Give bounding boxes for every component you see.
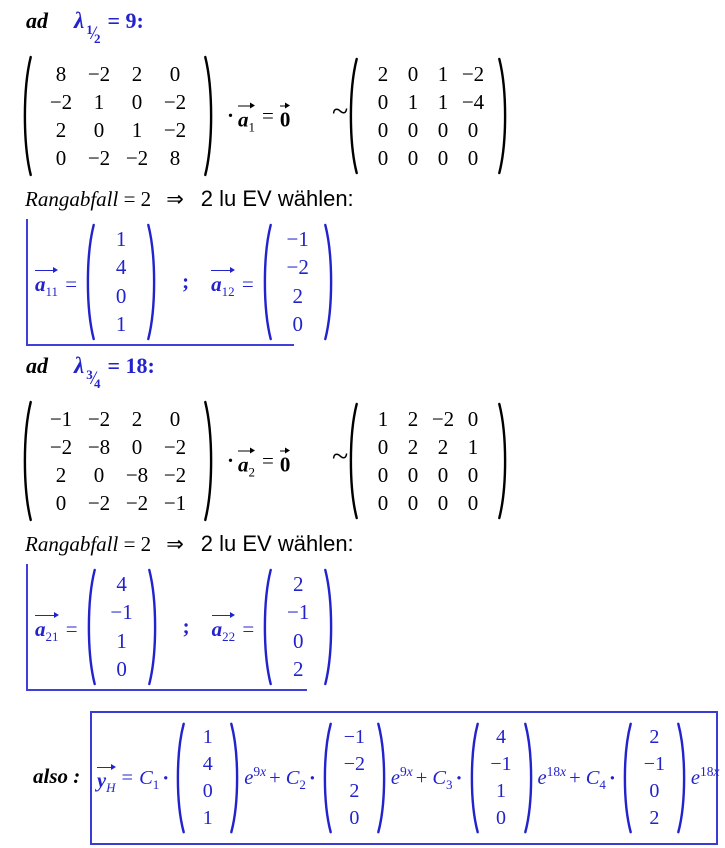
right-paren-icon bbox=[376, 720, 389, 836]
lambda-symbol: λ bbox=[74, 8, 85, 33]
solution-vector-2 bbox=[320, 720, 389, 836]
matrix-grid bbox=[359, 400, 497, 522]
matrix-cell: −1 bbox=[490, 753, 512, 775]
heading-lambda-9 bbox=[26, 8, 144, 46]
left-paren-icon bbox=[20, 53, 33, 179]
matrix-cell: 0 bbox=[116, 657, 127, 681]
matrix-cell: 2 bbox=[649, 807, 660, 829]
matrix-cell: 0 bbox=[292, 628, 304, 653]
semicolon-separator: ; bbox=[182, 269, 190, 293]
matrix-cell: 0 bbox=[467, 463, 479, 487]
matrix-cell: 0 bbox=[93, 463, 105, 487]
matrix-cell: 0 bbox=[407, 463, 419, 487]
matrix-cell: 2 bbox=[292, 283, 303, 308]
matrix-cell: 0 bbox=[55, 491, 67, 515]
matrix-cell: 0 bbox=[377, 463, 389, 487]
zero-vector: 0 bbox=[279, 447, 293, 476]
matrix-cell: −2 bbox=[87, 407, 111, 431]
implies-arrow: ⇒ bbox=[166, 532, 184, 556]
matrix-cell: 4 bbox=[116, 571, 127, 596]
matrix-cell: 1 bbox=[437, 90, 449, 114]
matrix-cell: 0 bbox=[467, 491, 479, 515]
matrix-cell: 1 bbox=[115, 226, 127, 251]
matrix-cell: 0 bbox=[437, 118, 449, 142]
matrix-cell: 0 bbox=[407, 118, 419, 142]
vector-a2: $a_2$ bbox=[237, 447, 257, 476]
right-paren-icon bbox=[203, 53, 216, 179]
matrix-cell: 4 bbox=[115, 255, 127, 279]
vector-arrow-icon bbox=[211, 267, 235, 274]
dot-operator: · bbox=[608, 765, 616, 790]
matrix-grid bbox=[33, 53, 203, 179]
matrix-cell: 1 bbox=[93, 90, 105, 114]
left-paren-icon bbox=[173, 720, 186, 836]
matrix-cell: 0 bbox=[467, 407, 479, 431]
exponential-factor: $e^{9x}$ bbox=[244, 763, 267, 789]
matrix-cell: −1 bbox=[343, 726, 366, 748]
matrix-cell: −2 bbox=[163, 118, 187, 142]
vector-grid bbox=[273, 566, 323, 688]
lambda-index-fraction: 3 / 4 bbox=[86, 367, 101, 391]
semicolon-separator: ; bbox=[182, 614, 190, 638]
ad-label: ad bbox=[26, 8, 48, 33]
times-vector-equals-zero: · $a_2$ = 0 bbox=[227, 448, 291, 480]
eigenvector-a11 bbox=[83, 221, 159, 343]
matrix-cell: 1 bbox=[377, 407, 389, 431]
left-paren-icon bbox=[83, 221, 96, 343]
matrix-cell: 1 bbox=[202, 807, 213, 829]
dot-operator: · bbox=[227, 103, 235, 128]
row-reduced-matrix bbox=[346, 400, 510, 522]
matrix-cell: 0 bbox=[115, 283, 127, 308]
matrix-grid bbox=[33, 398, 203, 524]
eigenvalue-value: = 18: bbox=[107, 353, 155, 378]
matrix-cell: 2 bbox=[407, 407, 419, 431]
matrix-cell: −2 bbox=[343, 753, 366, 775]
matrix-cell: −8 bbox=[125, 463, 149, 487]
matrix-cell: 0 bbox=[377, 118, 389, 142]
matrix-cell: 0 bbox=[169, 407, 181, 431]
matrix-cell: 0 bbox=[437, 463, 449, 487]
left-paren-icon bbox=[260, 566, 273, 688]
matrix-cell: 0 bbox=[377, 90, 389, 114]
vector-grid bbox=[480, 720, 523, 836]
eigenvector-result-block bbox=[26, 564, 310, 691]
solution-vector-3 bbox=[467, 720, 536, 836]
eigen-equation-row bbox=[20, 398, 720, 524]
left-paren-icon bbox=[620, 720, 633, 836]
matrix-cell: 2 bbox=[131, 62, 143, 86]
left-paren-icon bbox=[260, 221, 273, 343]
left-paren-icon bbox=[84, 566, 97, 688]
matrix-cell: 1 bbox=[407, 90, 419, 114]
vector-grid bbox=[186, 720, 229, 836]
right-paren-icon bbox=[497, 400, 510, 522]
matrix-cell: −4 bbox=[461, 90, 485, 114]
matrix-cell: −2 bbox=[87, 62, 111, 86]
zero-vector: 0 bbox=[279, 102, 293, 131]
right-paren-icon bbox=[147, 566, 160, 688]
matrix-cell: 0 bbox=[55, 146, 67, 170]
dot-operator: · bbox=[162, 765, 170, 790]
matrix-cell: 8 bbox=[169, 146, 181, 170]
left-paren-icon bbox=[320, 720, 333, 836]
right-paren-icon bbox=[676, 720, 689, 836]
left-paren-icon bbox=[346, 55, 359, 177]
matrix-cell: 2 bbox=[377, 62, 389, 86]
matrix-cell: 0 bbox=[467, 146, 479, 170]
right-paren-icon bbox=[523, 720, 536, 836]
row-reduced-matrix bbox=[346, 55, 510, 177]
solution-lhs: $y_H$ bbox=[96, 763, 118, 793]
matrix-cell: 0 bbox=[407, 62, 419, 86]
vector-grid bbox=[273, 221, 323, 343]
vector-arrow-icon bbox=[35, 612, 59, 619]
matrix-cell: 2 bbox=[437, 435, 449, 459]
matrix-cell: 4 bbox=[496, 726, 507, 748]
right-paren-icon bbox=[203, 398, 216, 524]
vector-arrow-icon bbox=[238, 103, 255, 110]
matrix-cell: 0 bbox=[437, 146, 449, 170]
vector-a1: $a_1$ bbox=[237, 102, 257, 131]
times-vector-equals-zero: · $a_1$ = 0 bbox=[227, 103, 291, 135]
matrix-cell: −1 bbox=[163, 491, 187, 515]
rank-deficiency-line: Rangabfall = 2 ⇒ 2 lu EV wählen: bbox=[25, 531, 354, 556]
matrix-cell: 4 bbox=[202, 753, 213, 775]
matrix-cell: −8 bbox=[87, 435, 111, 459]
eigenvector-label-a12: $a_{12}$ = bbox=[210, 266, 254, 297]
eigenvector-label-a21: $a_{21}$ = bbox=[34, 611, 78, 642]
lambda-symbol: λ bbox=[74, 353, 85, 378]
matrix-cell: 1 bbox=[116, 628, 127, 653]
matrix-cell: −1 bbox=[643, 753, 666, 775]
matrix-cell: −2 bbox=[163, 90, 187, 114]
matrix-cell: 0 bbox=[377, 146, 389, 170]
eigen-equation-row bbox=[20, 53, 720, 179]
vector-arrow-icon bbox=[212, 612, 236, 619]
left-paren-icon bbox=[20, 398, 33, 524]
matrix-a-minus-lambda-i bbox=[20, 53, 216, 179]
right-paren-icon bbox=[323, 566, 336, 688]
row-equivalence-tilde: ~ bbox=[332, 94, 349, 128]
vector-grid bbox=[96, 221, 146, 343]
matrix-cell: −2 bbox=[49, 435, 73, 459]
matrix-cell: 0 bbox=[467, 118, 479, 142]
matrix-cell: 0 bbox=[377, 491, 389, 515]
eigenvalue-value: = 9: bbox=[107, 8, 144, 33]
eigenvector-a21 bbox=[84, 566, 160, 688]
matrix-cell: 0 bbox=[292, 312, 303, 336]
matrix-cell: −2 bbox=[125, 146, 149, 170]
matrix-cell: −2 bbox=[163, 435, 187, 459]
solution-vector-4 bbox=[620, 720, 689, 836]
eigenvector-a22 bbox=[260, 566, 336, 688]
eigenvector-label-a22: $a_{22}$ = bbox=[211, 611, 255, 642]
matrix-a-minus-lambda-i bbox=[20, 398, 216, 524]
coefficient-c3: $C_3$ bbox=[432, 766, 453, 792]
matrix-cell: 0 bbox=[131, 90, 143, 114]
matrix-cell: 0 bbox=[202, 780, 213, 802]
general-solution-box: $y_H$ = $C_1$ · 1 4 0 1 $e^{9x}$ + $C_2$ · −1 −2 2 0 $e^{9x}$ + $C_3$ · 4 −1 1 0 $e^{18x}$ + $C_4$ · 2 −1 0 2 $e^{18x}$ bbox=[90, 711, 718, 845]
matrix-cell: −2 bbox=[125, 491, 149, 515]
coefficient-c2: $C_2$ bbox=[285, 766, 306, 792]
matrix-cell: −2 bbox=[87, 146, 111, 170]
left-paren-icon bbox=[467, 720, 480, 836]
matrix-cell: −2 bbox=[431, 407, 455, 431]
vector-grid bbox=[633, 720, 676, 836]
matrix-cell: 0 bbox=[349, 807, 360, 829]
ad-label: ad bbox=[26, 353, 48, 378]
row-equivalence-tilde: ~ bbox=[332, 439, 349, 473]
matrix-cell: 0 bbox=[407, 491, 419, 515]
vector-arrow-icon bbox=[35, 267, 58, 274]
section-lambda-9 bbox=[0, 0, 725, 345]
matrix-cell: −2 bbox=[49, 90, 73, 114]
vector-arrow-icon bbox=[280, 448, 291, 455]
implies-arrow: ⇒ bbox=[166, 187, 184, 211]
matrix-cell: −2 bbox=[286, 255, 309, 279]
matrix-cell: 2 bbox=[131, 407, 143, 431]
matrix-cell: 0 bbox=[407, 146, 419, 170]
matrix-cell: −1 bbox=[49, 407, 73, 431]
eigenvector-result-block bbox=[26, 219, 309, 346]
exponential-factor: $e^{9x}$ bbox=[390, 763, 413, 789]
matrix-cell: 2 bbox=[349, 780, 360, 802]
coefficient-c1: $C_1$ bbox=[139, 766, 160, 792]
section-lambda-18 bbox=[0, 345, 725, 690]
left-paren-icon bbox=[346, 400, 359, 522]
matrix-grid bbox=[359, 55, 497, 177]
eigenvector-label-a11: $a_{11}$ = bbox=[34, 266, 77, 297]
matrix-cell: 0 bbox=[93, 118, 105, 142]
vector-grid bbox=[333, 720, 376, 836]
matrix-cell: 1 bbox=[496, 780, 507, 802]
matrix-cell: 0 bbox=[437, 491, 449, 515]
matrix-cell: 1 bbox=[131, 118, 143, 142]
right-paren-icon bbox=[323, 221, 336, 343]
matrix-cell: 2 bbox=[55, 463, 67, 487]
coefficient-c4: $C_4$ bbox=[585, 766, 606, 792]
matrix-cell: 0 bbox=[649, 780, 660, 802]
matrix-cell: 1 bbox=[202, 726, 213, 748]
matrix-cell: −2 bbox=[461, 62, 485, 86]
matrix-cell: −1 bbox=[286, 226, 309, 251]
vector-arrow-icon bbox=[238, 448, 255, 455]
also-label: also : bbox=[33, 764, 81, 788]
matrix-cell: 1 bbox=[437, 62, 449, 86]
eigenvector-a12 bbox=[260, 221, 336, 343]
matrix-cell: −2 bbox=[163, 463, 187, 487]
heading-lambda-18 bbox=[26, 353, 155, 391]
matrix-cell: 2 bbox=[292, 571, 304, 596]
matrix-cell: 0 bbox=[131, 435, 143, 459]
exponential-factor: $e^{18x}$ bbox=[537, 763, 567, 789]
matrix-cell: 2 bbox=[649, 726, 660, 748]
rank-deficiency-line: Rangabfall = 2 ⇒ 2 lu EV wählen: bbox=[25, 186, 354, 211]
exponential-factor: $e^{18x}$ bbox=[690, 763, 720, 789]
matrix-cell: −2 bbox=[87, 491, 111, 515]
vector-arrow-icon bbox=[280, 103, 291, 110]
solution-vector-1 bbox=[173, 720, 242, 836]
dot-operator: · bbox=[227, 448, 235, 473]
matrix-cell: 1 bbox=[115, 312, 127, 336]
lambda-index-fraction: 1 / 2 bbox=[86, 22, 101, 46]
matrix-cell: 0 bbox=[169, 62, 181, 86]
matrix-cell: 0 bbox=[377, 435, 389, 459]
matrix-cell: 2 bbox=[292, 657, 304, 681]
matrix-cell: −1 bbox=[287, 600, 310, 624]
right-paren-icon bbox=[497, 55, 510, 177]
vector-grid bbox=[97, 566, 147, 688]
matrix-cell: 2 bbox=[55, 118, 67, 142]
dot-operator: · bbox=[308, 765, 316, 790]
vector-arrow-icon bbox=[97, 764, 116, 771]
matrix-cell: −1 bbox=[110, 600, 133, 624]
right-paren-icon bbox=[229, 720, 242, 836]
matrix-cell: 0 bbox=[496, 807, 507, 829]
matrix-cell: 8 bbox=[55, 62, 67, 86]
matrix-cell: 2 bbox=[407, 435, 419, 459]
right-paren-icon bbox=[146, 221, 159, 343]
dot-operator: · bbox=[455, 765, 463, 790]
matrix-cell: 1 bbox=[467, 435, 479, 459]
